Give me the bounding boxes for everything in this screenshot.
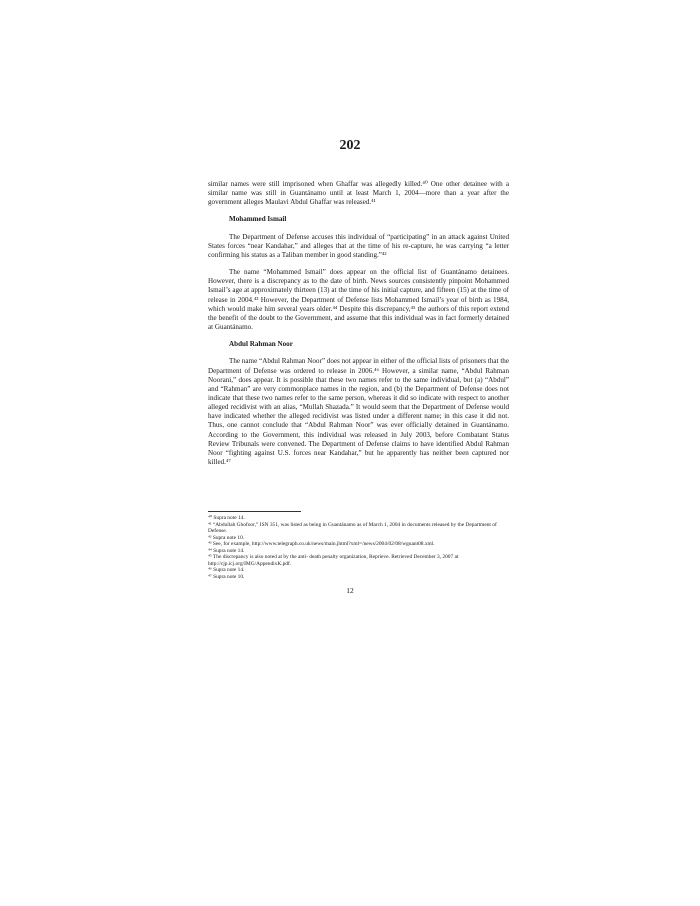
section-heading-mohammed-ismail: Mohammed Ismail [229,215,287,224]
footnote-divider [208,511,301,512]
footnote-42: ⁴² Supra note 10. [208,534,245,541]
footnote-40: ⁴⁰ Supra note 14. [208,515,245,521]
paragraph-3: The name “Mohammed Ismail” does appear on the official list of Guantánamo detainees. However, there is a discrepancy as to the date of birth. News sources consistently pinpoint Mohammed Ismail’s age at approximately thirteen (13) at the time of his initial capture, and fifteen (15) at the time of release in 2004.⁴³ However, the Department of Defense lists Mohammed Ismail’s year of birth as 1984, which would make him several years older.⁴⁴ Despite this discrepancy,⁴⁵ the authors of this report extend the benefit of the doubt to the Government, and assume that this individual was in fact formerly detained at Guantánamo. [208,268,509,332]
footnote-46: ⁴⁶ Supra note 14. [208,567,245,573]
paragraph-1: similar names were still imprisoned when Ghaffar was allegedly killed.⁴⁰ One other detainee with a similar name was still in Guantánamo until at least March 1, 2004—more than a year after the government alleges Maulavi Abdul Ghaffar was released.⁴¹ [208,180,509,207]
page-number-top: 202 [339,138,361,153]
footnotes [208,515,509,580]
footnote-41: ⁴¹ “Abdullah Ghofoor,” ISN 351, was listed as being in Guantánamo as of March 1, 2004 in documents released by the Department of Defense. [208,521,497,534]
paragraph-2: The Department of Defense accuses this individual of “participating” in an attack against United States forces “near Kandahar,” and alleges that at the time of his re-capture, he was carrying “a letter confirming his status as a Taliban member in good standing.”⁴² [208,232,509,259]
footnote-44: ⁴⁴ Supra note 14. [208,547,245,554]
footnote-43: ⁴³ See, for example, http://www.telegraph.co.uk/news/main.jhtml?xml=/news/2004/02/08/wguant08.xml. [208,541,435,547]
page-number-bottom: 12 [346,586,354,595]
footnote-47: ⁴⁷ Supra note 10. [208,573,245,580]
footnote-45: ⁴⁵ The discrepancy is also noted at by the anti- death penalty organization, Reprieve. Retrieved December 3, 2007 at http://cjp.icj.org/IMG/AppendixK.pdf. [208,554,459,567]
section-heading-abdul-rahman-noor: Abdul Rahman Noor [229,340,293,349]
document-body [208,180,509,475]
paragraph-4: The name “Abdul Rahman Noor” does not appear in either of the official lists of prisoners that the Department of Defense was ordered to release in 2006.⁴⁶ However, a similar name, “Abdul Rahman Noorani,” does appear. It is possible that these two names refer to the same individual, but (a) “Abdul” and “Rahman” are very commonplace names in the region, and (b) the Department of Defense does not indicate that these two names refer to the same person, whereas it did so indicate with respect to another alleged recidivist with an alias, “Mullah Shazada.” It would seem that the Department of Defense would have indicated whether the alleged recidivist was listed under a different name; in this case it did not. Thus, one cannot conclude that “Abdul Rahman Noor” was ever officially detained in Guantánamo. According to the Government, this individual was released in July 2003, before Combatant Status Review Tribunals were convened. The Department of Defense claims to have identified Abdul Rahman Noor “fighting against U.S. forces near Kandahar,” but he apparently has neither been captured nor killed.⁴⁷ [208,357,509,467]
